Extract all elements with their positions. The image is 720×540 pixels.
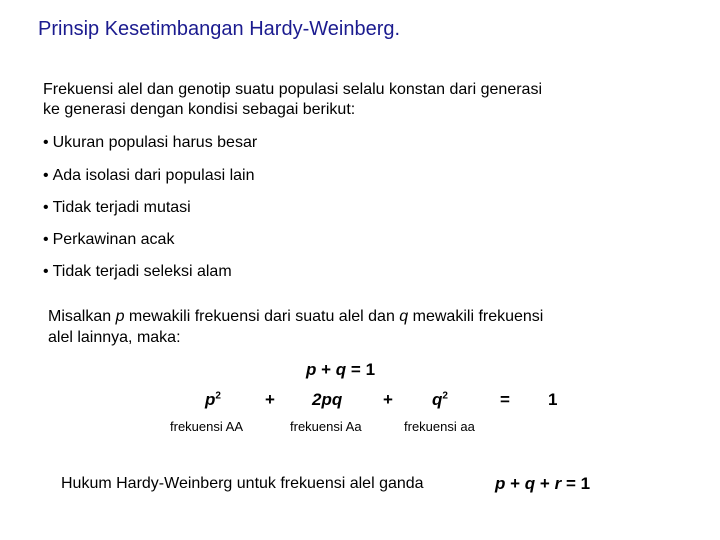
bullet-text: Tidak terjadi mutasi <box>52 199 191 216</box>
allele-equation: p + q = 1 <box>306 360 376 379</box>
bullet-item: • Tidak terjadi mutasi <box>43 199 191 216</box>
label-frekuensi-AA: frekuensi AA <box>170 419 243 434</box>
definition-line-2: alel lainnya, maka: <box>48 329 181 346</box>
bullet-item: • Perkawinan acak <box>43 231 175 248</box>
plus-sign: + <box>265 390 275 409</box>
term-p-squared: $p^2$ <box>205 390 221 409</box>
var-q: q <box>399 308 409 325</box>
var-p: p <box>115 308 125 325</box>
label-frekuensi-aa: frekuensi aa <box>404 419 475 434</box>
bullet-text: Ada isolasi dari populasi lain <box>52 167 255 184</box>
bullet-text: Ukuran populasi harus besar <box>52 134 258 151</box>
bullet-item: • Tidak terjadi seleksi alam <box>43 263 232 280</box>
intro-line-1: Frekuensi alel dan genotip suatu populasi selalu konstan dari generasi <box>43 81 542 98</box>
bullet-text: Tidak terjadi seleksi alam <box>52 263 232 280</box>
multiple-allele-statement: Hukum Hardy-Weinberg untuk frekuensi alel ganda <box>61 475 424 492</box>
multiple-allele-equation: p + q + r = 1 <box>495 474 591 493</box>
term-2pq: 2pq <box>312 390 343 409</box>
definition-paragraph <box>48 306 543 348</box>
intro-line-2: ke generasi dengan kondisi sebagai berikut: <box>43 101 356 118</box>
label-frekuensi-Aa: frekuensi Aa <box>290 419 362 434</box>
bullet-item: • Ukuran populasi harus besar <box>43 134 258 151</box>
equals-sign: = <box>500 390 510 409</box>
bullet-item: • Ada isolasi dari populasi lain <box>43 167 255 184</box>
plus-sign: + <box>383 390 393 409</box>
term-q-squared: $q^2$ <box>432 390 448 409</box>
slide-title: Prinsip Kesetimbangan Hardy-Weinberg. <box>38 18 401 40</box>
definition-line-1: Misalkan p mewakili frekuensi dari suatu alel dan q mewakili frekuensi <box>48 308 544 325</box>
equation-result: 1 <box>548 390 558 409</box>
bullet-text: Perkawinan acak <box>52 231 175 248</box>
intro-paragraph <box>43 80 542 120</box>
